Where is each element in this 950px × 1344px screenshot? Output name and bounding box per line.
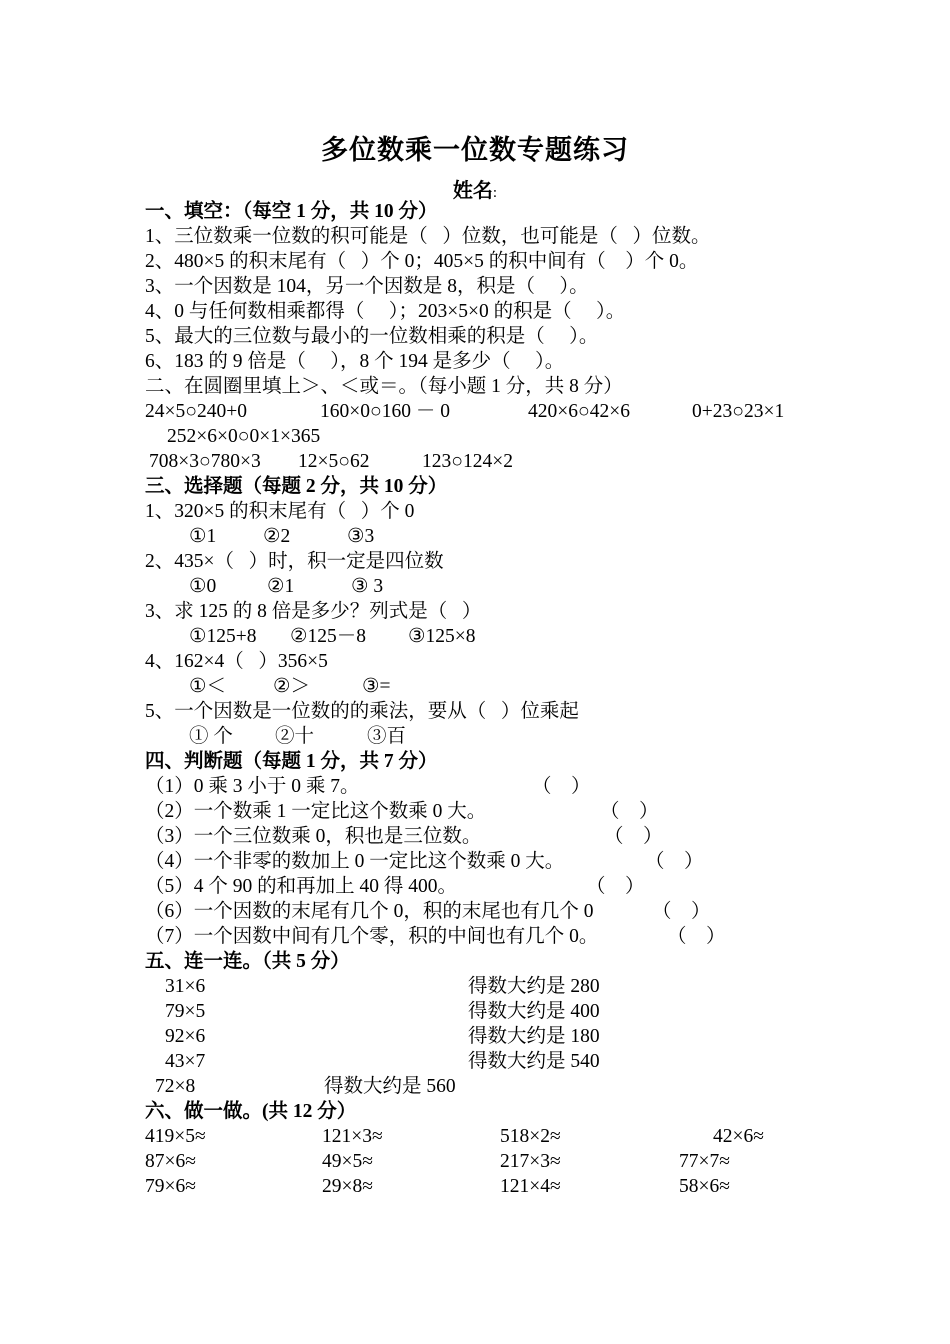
compare-item: 0+23○23×1 [692,401,785,422]
section1-item-6: 6、183 的 9 倍是（ ），8 个 194 是多少（ ）。 [145,351,565,372]
page-title: 多位数乘一位数专题练习 [321,135,629,165]
choice-option: ①＜ [189,676,226,697]
judge-item-3: （3）一个三位数乘 0，积也是三位数。 [145,826,482,847]
choice-option: ①125+8 [189,626,257,647]
judge-item-1: （1）0 乘 3 小于 0 乘 7。 [145,776,360,797]
estimate-item: 419×5≈ [145,1126,206,1147]
choice-question-5: 5、一个因数是一位数的的乘法，要从（ ）位乘起 [145,701,579,722]
section1-item-3: 3、一个因数是 104，另一个因数是 8，积是（ ）。 [145,276,589,297]
choice-question-1: 1、320×5 的积末尾有（ ）个 0 [145,501,415,522]
choice-option: ③= [362,676,391,697]
choice-option: ③百 [367,726,407,747]
choice-option: ②十 [275,726,315,747]
judge-paren: （ ） [586,876,645,897]
estimate-item: 77×7≈ [679,1151,730,1172]
judge-paren: （ ） [604,826,663,847]
section6-heading: 六、做一做。(共 12 分） [145,1101,357,1122]
judge-item-5: （5）4 个 90 的和再加上 40 得 400。 [145,876,458,897]
judge-item-2: （2）一个数乘 1 一定比这个数乘 0 大。 [145,801,487,822]
choice-question-2: 2、435×（ ）时，积一定是四位数 [145,551,444,572]
judge-paren: （ ） [645,851,704,872]
name-colon: : [492,185,498,201]
section1-item-2: 2、480×5 的积末尾有（ ）个 0；405×5 的积中间有（ ）个 0。 [145,251,699,272]
judge-item-7: （7）一个因数中间有几个零，积的中间也有几个 0。 [145,926,599,947]
choice-option: ②＞ [273,676,310,697]
section1-item-5: 5、最大的三位数与最小的一位数相乘的积是（ ）。 [145,326,599,347]
compare-item: 420×6○42×6 [528,401,631,422]
estimate-item: 42×6≈ [713,1126,764,1147]
estimate-item: 217×3≈ [500,1151,561,1172]
judge-paren: （ ） [600,801,659,822]
choice-option: ②2 [263,526,291,547]
match-right-item: 得数大约是 280 [468,976,600,997]
compare-item: 252×6×0○0×1×365 [167,426,321,447]
choice-option: ① 个 [189,726,233,747]
judge-paren: （ ） [532,776,591,797]
section1-item-4: 4、0 与任何数相乘都得（ ）；203×5×0 的积是（ ）。 [145,301,626,322]
choice-option: ①1 [189,526,217,547]
estimate-item: 29×8≈ [322,1176,373,1197]
estimate-item: 49×5≈ [322,1151,373,1172]
name-label: 姓名 [452,180,493,202]
estimate-item: 121×4≈ [500,1176,561,1197]
match-left-item: 43×7 [165,1051,206,1072]
compare-item: 123○124×2 [422,451,514,472]
section4-heading: 四、判断题（每题 1 分，共 7 分） [145,751,438,772]
match-left-item: 92×6 [165,1026,206,1047]
compare-item: 12×5○62 [298,451,370,472]
judge-paren: （ ） [667,926,726,947]
estimate-item: 518×2≈ [500,1126,561,1147]
section5-heading: 五、连一连。（共 5 分） [145,951,350,972]
choice-option: ③3 [347,526,375,547]
match-left-item: 72×8 [155,1076,196,1097]
choice-question-4: 4、162×4（ ）356×5 [145,651,328,672]
match-right-item: 得数大约是 180 [468,1026,600,1047]
section1-item-1: 1、三位数乘一位数的积可能是（ ）位数，也可能是（ ）位数。 [145,226,711,247]
section2-heading: 二、在圆圈里填上＞、＜或＝。（每小题 1 分，共 8 分） [145,376,623,397]
choice-option: ③ 3 [351,576,384,597]
section1-heading: 一、填空：（每空 1 分，共 10 分） [145,201,438,222]
match-left-item: 79×5 [165,1001,206,1022]
judge-paren: （ ） [652,901,711,922]
judge-item-4: （4）一个非零的数加上 0 一定比这个数乘 0 大。 [145,851,565,872]
estimate-item: 87×6≈ [145,1151,196,1172]
section3-heading: 三、选择题（每题 2 分，共 10 分） [145,476,448,497]
match-right-item: 得数大约是 540 [468,1051,600,1072]
judge-item-6: （6）一个因数的末尾有几个 0，积的末尾也有几个 0 [145,901,594,922]
choice-option: ②125－8 [290,626,366,647]
match-left-item: 31×6 [165,976,206,997]
name-field-label [0,174,950,203]
compare-item: 24×5○240+0 [145,401,248,422]
choice-question-3: 3、求 125 的 8 倍是多少？列式是（ ） [145,601,482,622]
compare-item: 708×3○780×3 [149,451,261,472]
choice-option: ②1 [267,576,295,597]
choice-option: ③125×8 [408,626,476,647]
choice-option: ①0 [189,576,217,597]
compare-item: 160×0○160 － 0 [320,401,451,422]
estimate-item: 121×3≈ [322,1126,383,1147]
match-right-item: 得数大约是 560 [324,1076,456,1097]
match-right-item: 得数大约是 400 [468,1001,600,1022]
estimate-item: 79×6≈ [145,1176,196,1197]
estimate-item: 58×6≈ [679,1176,730,1197]
